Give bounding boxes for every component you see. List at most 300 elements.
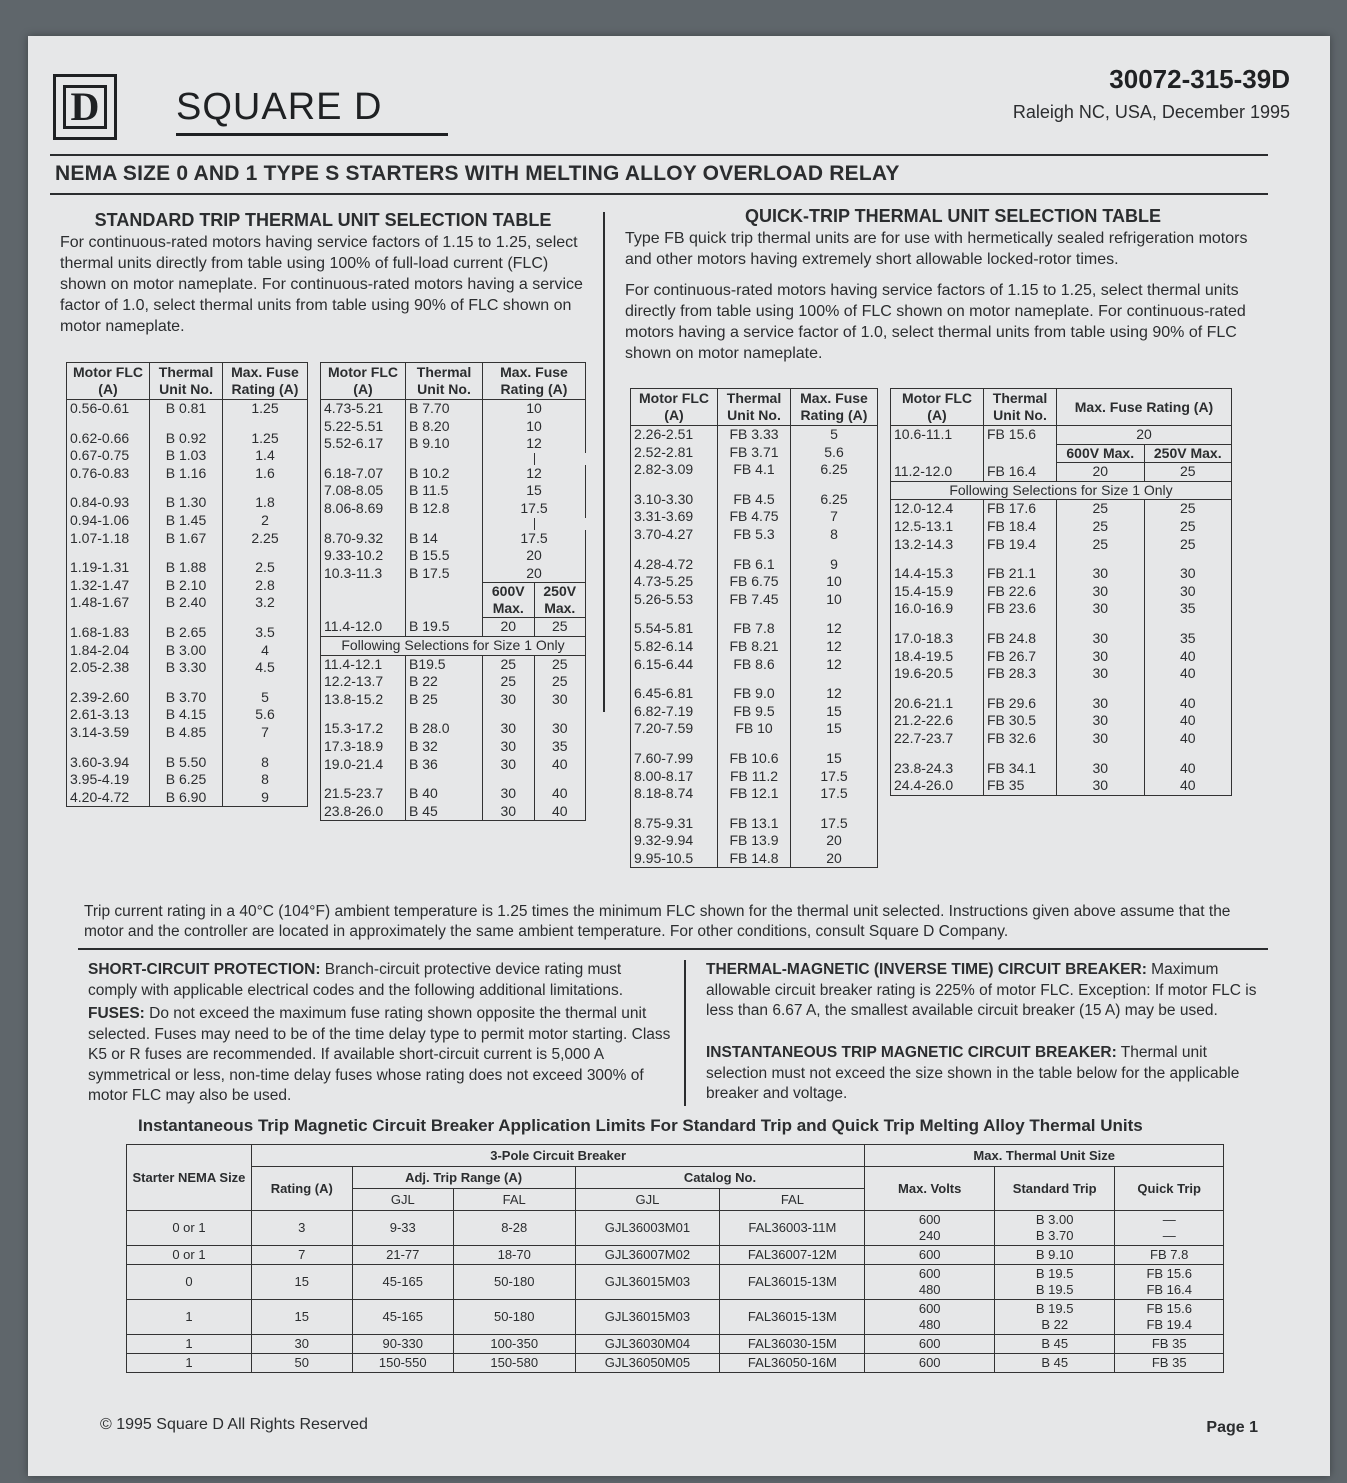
spacer-cell	[1057, 683, 1145, 695]
cell-line: B 19.5	[1035, 1301, 1074, 1316]
table-cell: 18.4-19.5	[891, 648, 984, 666]
table-row	[67, 706, 308, 724]
table-cell: 0.84-0.93	[67, 494, 150, 512]
table-cell: 4	[223, 642, 308, 660]
spacer-cell	[1057, 748, 1145, 760]
table-cell: 5	[223, 689, 308, 707]
table-cell: 4.20-4.72	[67, 789, 150, 807]
cell-line: FB 15.6	[1146, 1301, 1192, 1316]
header-thermal-unit: Thermal Unit No.	[150, 363, 223, 400]
table-row	[127, 1335, 1224, 1354]
table-cell: 19.0-21.4	[321, 756, 406, 774]
table-row	[67, 771, 308, 789]
table-cell: B 0.92	[150, 430, 223, 448]
table-cell: 0	[127, 1265, 252, 1300]
table-cell: B 6.90	[150, 789, 223, 807]
table-row	[891, 444, 1232, 463]
table-cell: 10.3-11.3	[321, 565, 406, 583]
table-cell: 17.5	[483, 500, 586, 518]
table-cell: 35	[1144, 630, 1232, 648]
table-spacer	[67, 742, 308, 754]
table-cell: 40	[534, 785, 586, 803]
table-row	[631, 685, 878, 703]
table-spacer	[891, 683, 1232, 695]
standard-right-rows	[321, 400, 586, 821]
table-cell: 50	[251, 1354, 352, 1373]
document-date: Raleigh NC, USA, December 1995	[1012, 102, 1290, 122]
table-cell: 19.6-20.5	[891, 665, 984, 683]
table-cell: 30	[1057, 565, 1145, 583]
table-cell: B 22	[406, 673, 483, 691]
table-row	[321, 465, 586, 483]
spacer-cell	[223, 482, 308, 494]
spacer-cell	[984, 444, 1057, 463]
header-divider	[50, 154, 1268, 156]
table-cell: 2.25	[223, 530, 308, 548]
note-divider	[78, 948, 1268, 950]
table-cell: B 5.50	[150, 754, 223, 772]
table-row	[631, 444, 878, 462]
cell-line: 600	[918, 1301, 941, 1316]
thermal-magnetic-body: Maximum allowable circuit breaker rating is 225% of motor FLC. Exception: If motor FLC is less than 6.67 A, the smallest available circuit breaker (15 A) may be used.	[706, 961, 1257, 1019]
table-cell: B 12.8	[406, 500, 483, 518]
table-cell: FB 14.8	[718, 850, 791, 868]
spacer-cell	[67, 547, 150, 559]
table-cell: 0.62-0.66	[67, 430, 150, 448]
table-row	[631, 638, 878, 656]
table-cell	[1115, 1354, 1224, 1373]
spacer-cell	[321, 518, 406, 530]
table-cell: 1.19-1.31	[67, 559, 150, 577]
table-cell: 25	[534, 673, 586, 691]
fuses-text	[88, 1004, 673, 1107]
table-spacer	[891, 618, 1232, 630]
table-cell: 4.28-4.72	[631, 556, 718, 574]
table-cell: 8.18-8.74	[631, 785, 718, 803]
table-cell: 30	[483, 738, 535, 756]
table-cell	[994, 1300, 1114, 1335]
table-spacer	[321, 708, 586, 720]
table-cell: 9-33	[352, 1211, 453, 1246]
table-row	[67, 689, 308, 707]
square-d-logo	[53, 74, 117, 140]
spacer-cell	[718, 608, 791, 620]
spacer-cell	[891, 618, 984, 630]
table-row	[631, 832, 878, 850]
table-cell: 8	[791, 526, 878, 544]
quick-trip-instructions: For continuous-rated motors having service factors of 1.15 to 1.25, select thermal units directly from table using 100% of FLC shown on motor nameplate. For continuous-rated motors having a service factor of 1.0, select thermal units from table using 90% of FLC shown on motor nameplate.	[625, 282, 1246, 362]
table-cell: FB 12.1	[718, 785, 791, 803]
table-cell: 10	[791, 591, 878, 609]
table-cell: 13.8-15.2	[321, 691, 406, 709]
table-cell: FB 22.6	[984, 583, 1057, 601]
table-cell: B 10.2	[406, 465, 483, 483]
spacer-cell	[150, 612, 223, 624]
header-thermal-unit: Thermal Unit No.	[718, 389, 791, 426]
table-row	[891, 777, 1232, 795]
table-cell: 12	[791, 638, 878, 656]
table-cell: 15	[791, 720, 878, 738]
table-cell: 6.82-7.19	[631, 703, 718, 721]
table-cell: 17.3-18.9	[321, 738, 406, 756]
spacer-cell	[223, 547, 308, 559]
table-row	[67, 400, 308, 418]
table-cell: FB 13.9	[718, 832, 791, 850]
table-cell	[1115, 1211, 1224, 1246]
table-cell: B 17.5	[406, 565, 483, 583]
table-row	[67, 724, 308, 742]
cell-line: B 3.70	[1035, 1228, 1074, 1243]
spacer-cell	[150, 418, 223, 430]
table-row	[67, 465, 308, 483]
table-cell: 45-165	[352, 1300, 453, 1335]
table-cell: 1.48-1.67	[67, 594, 150, 612]
spacer-cell	[791, 738, 878, 750]
fuses-body: Do not exceed the maximum fuse rating shown opposite the thermal unit selected. Fuses may need to be of the time delay type to permit motor starting. Class K5 or R fuses are recommended. If available short-circuit current is 5,000 A symmetrical or less, non-time delay fuses whose rating does not exceed 300% of motor FLC may also be used.	[88, 1005, 671, 1104]
table-cell: 1.84-2.04	[67, 642, 150, 660]
table-cell: 6.45-6.81	[631, 685, 718, 703]
table-row	[631, 815, 878, 833]
table-cell: 6.25	[791, 491, 878, 509]
cell-line: 600	[918, 1336, 941, 1351]
table-cell: 20	[483, 618, 535, 637]
table-cell: 5	[791, 426, 878, 444]
trip-current-note: Trip current rating in a 40°C (104°F) ambient temperature is 1.25 times the minimum FLC shown for the thermal unit selected. Instructions given above assume that the motor and the controller are located in approximately the same ambient temperature. For other conditions, consult Square D Company.	[84, 903, 1231, 940]
table-cell: 1.07-1.18	[67, 530, 150, 548]
table-cell: FB 30.5	[984, 712, 1057, 730]
table-cell: FB 28.3	[984, 665, 1057, 683]
table-row	[631, 785, 878, 803]
table-spacer	[67, 547, 308, 559]
table-cell: 15.3-17.2	[321, 720, 406, 738]
header-motor-flc: Motor FLC (A)	[67, 363, 150, 400]
spacer-cell	[406, 453, 483, 465]
table-row	[321, 400, 586, 418]
table-row	[67, 512, 308, 530]
table-cell: 12	[483, 435, 586, 453]
table-cell: FB 5.3	[718, 526, 791, 544]
table-cell: FB 6.1	[718, 556, 791, 574]
table-cell: 6.18-7.07	[321, 465, 406, 483]
thermal-magnetic-heading: THERMAL-MAGNETIC (INVERSE TIME) CIRCUIT BREAKER:	[706, 961, 1147, 978]
table-cell: 16.0-16.9	[891, 600, 984, 618]
table-cell: FB 7.45	[718, 591, 791, 609]
table-cell: 23.8-24.3	[891, 760, 984, 778]
table-cell: FB 9.5	[718, 703, 791, 721]
table-cell: 0.76-0.83	[67, 465, 150, 483]
table-spacer	[891, 553, 1232, 565]
spacer-cell	[631, 803, 718, 815]
table-spacer	[891, 748, 1232, 760]
table-row	[321, 785, 586, 803]
standard-left-rows	[67, 400, 308, 807]
table-cell: 30	[1057, 648, 1145, 666]
spacer-cell	[631, 673, 718, 685]
table-cell: FB 7.8	[718, 620, 791, 638]
table-cell: 3.31-3.69	[631, 508, 718, 526]
table-spacer	[631, 673, 878, 685]
table-cell: 600V Max.	[1057, 444, 1145, 463]
table-cell: 8	[223, 771, 308, 789]
document-sheet	[28, 36, 1330, 1476]
standard-trip-title: STANDARD TRIP THERMAL UNIT SELECTION TABLE	[94, 210, 552, 230]
table-row	[631, 703, 878, 721]
table-cell: 7	[791, 508, 878, 526]
table-cell: 2.61-3.13	[67, 706, 150, 724]
table-cell: 1.6	[223, 465, 308, 483]
table-row	[631, 556, 878, 574]
table-row	[321, 583, 586, 618]
spacer-cell	[406, 518, 483, 530]
table-row	[891, 665, 1232, 683]
table-cell: B 1.30	[150, 494, 223, 512]
table-cell: 35	[1144, 600, 1232, 618]
table-cell: 45-165	[352, 1265, 453, 1300]
table-cell: FB 15.6	[984, 426, 1057, 445]
table-cell: 22.7-23.7	[891, 730, 984, 748]
table-cell: 2.8	[223, 577, 308, 595]
table-cell: 2.52-2.81	[631, 444, 718, 462]
header-thermal-unit: Thermal Unit No.	[984, 389, 1057, 426]
table-cell: FB 13.1	[718, 815, 791, 833]
table-cell: FB 8.21	[718, 638, 791, 656]
table-cell	[994, 1265, 1114, 1300]
table-cell: 17.5	[791, 815, 878, 833]
table-cell: B 28.0	[406, 720, 483, 738]
table-cell: FB 9.0	[718, 685, 791, 703]
cell-line: B 19.5	[1035, 1282, 1074, 1297]
table-cell: 0.94-1.06	[67, 512, 150, 530]
table-cell: 250V Max.	[534, 583, 586, 618]
table-row	[631, 573, 878, 591]
spacer-cell	[791, 608, 878, 620]
table-cell: FB 4.75	[718, 508, 791, 526]
spacer-cell	[150, 742, 223, 754]
table-cell: 20	[791, 832, 878, 850]
table-cell	[1115, 1335, 1224, 1354]
table-cell: 600V Max.	[483, 583, 535, 618]
table-spacer	[67, 418, 308, 430]
spacer-cell	[1144, 618, 1232, 630]
table-row	[891, 463, 1232, 482]
table-cell: 7.20-7.59	[631, 720, 718, 738]
table-row	[891, 481, 1232, 500]
table-cell: 30	[483, 720, 535, 738]
table-cell: 15	[251, 1265, 352, 1300]
table-cell: B 32	[406, 738, 483, 756]
table-cell: 30	[1057, 777, 1145, 795]
short-circuit-protection-text	[88, 960, 673, 1001]
table-cell: 15	[791, 703, 878, 721]
table-cell: 1.25	[223, 400, 308, 418]
header-standard-trip: Standard Trip	[994, 1167, 1114, 1211]
table-cell: 15	[791, 750, 878, 768]
table-cell: FAL36007-12M	[720, 1246, 865, 1265]
spacer-cell	[150, 547, 223, 559]
table-cell: 40	[1144, 712, 1232, 730]
table-row	[67, 789, 308, 807]
spacer-cell	[891, 683, 984, 695]
header-motor-flc: Motor FLC (A)	[891, 389, 984, 426]
table-cell: 5.82-6.14	[631, 638, 718, 656]
table-cell: GJL36030M04	[575, 1335, 720, 1354]
cell-line: FB 35	[1151, 1336, 1187, 1351]
limits-table-title: Instantaneous Trip Magnetic Circuit Breaker Application Limits For Standard Trip and Quick Trip Melting Alloy Thermal Units	[138, 1116, 1143, 1135]
table-row	[631, 426, 878, 444]
table-cell: 250V Max.	[1144, 444, 1232, 463]
table-cell: 3	[251, 1211, 352, 1246]
table-row	[891, 600, 1232, 618]
header-max-fuse: Max. Fuse Rating (A)	[483, 363, 586, 400]
table-cell	[1115, 1300, 1224, 1335]
table-cell: 2.5	[223, 559, 308, 577]
table-cell: B 40	[406, 785, 483, 803]
table-cell: 25	[534, 618, 586, 637]
table-row	[891, 583, 1232, 601]
table-cell: FAL36015-13M	[720, 1265, 865, 1300]
table-cell: FB 4.1	[718, 461, 791, 479]
spacer-cell	[718, 803, 791, 815]
table-cell: 5.6	[223, 706, 308, 724]
table-cell: 12	[791, 656, 878, 674]
cell-line: FB 16.4	[1146, 1282, 1192, 1297]
table-cell: GJL36015M03	[575, 1265, 720, 1300]
table-cell: 90-330	[352, 1335, 453, 1354]
table-cell: B 15.5	[406, 547, 483, 565]
table-cell: FB 4.5	[718, 491, 791, 509]
logo-letter: D	[63, 85, 107, 129]
table-row	[67, 559, 308, 577]
spacer-cell	[718, 673, 791, 685]
quick-trip-intro: Type FB quick trip thermal units are for use with hermetically sealed refrigeration motors and other motors having extremely short allowable locked-rotor times.	[625, 230, 1248, 268]
table-cell: 3.10-3.30	[631, 491, 718, 509]
table-spacer	[631, 479, 878, 491]
table-cell: FB 6.75	[718, 573, 791, 591]
spacer-cell	[1144, 748, 1232, 760]
table-cell: 25	[1057, 536, 1145, 554]
table-row	[891, 730, 1232, 748]
table-cell: B 1.67	[150, 530, 223, 548]
table-cell: B19.5	[406, 655, 483, 673]
table-row	[891, 712, 1232, 730]
table-row	[321, 565, 586, 583]
header-max-fuse: Max. Fuse Rating (A)	[791, 389, 878, 426]
spacer-cell	[150, 482, 223, 494]
table-cell: FB 3.71	[718, 444, 791, 462]
table-cell: B 11.5	[406, 482, 483, 500]
table-spacer	[321, 453, 586, 465]
table-cell: B 2.65	[150, 624, 223, 642]
table-cell: FB 10	[718, 720, 791, 738]
table-cell: 30	[1057, 695, 1145, 713]
table-row	[631, 768, 878, 786]
table-cell: 20	[791, 850, 878, 868]
header-max-fuse: Max. Fuse Rating (A)	[1057, 389, 1232, 426]
table-cell: FB 10.6	[718, 750, 791, 768]
short-circuit-heading: SHORT-CIRCUIT PROTECTION:	[88, 961, 321, 978]
table-row	[891, 695, 1232, 713]
table-cell: 10	[483, 400, 586, 418]
spacer-cell	[631, 544, 718, 556]
spacer-cell	[984, 683, 1057, 695]
table-cell: 30	[1057, 630, 1145, 648]
table-cell: 3.70-4.27	[631, 526, 718, 544]
table-cell: 21.5-23.7	[321, 785, 406, 803]
instantaneous-trip-body: Thermal unit selection must not exceed the size shown in the table below for the applicable breaker and voltage.	[706, 1044, 1240, 1102]
standard-trip-table-right	[320, 362, 586, 821]
spacer-cell	[150, 677, 223, 689]
spacer-cell	[321, 708, 406, 720]
table-cell: 2	[223, 512, 308, 530]
table-row	[631, 750, 878, 768]
table-cell: GJL36050M05	[575, 1354, 720, 1373]
table-cell: FAL36030-15M	[720, 1335, 865, 1354]
table-row	[631, 720, 878, 738]
table-row	[127, 1354, 1224, 1373]
table-cell: 0 or 1	[127, 1246, 252, 1265]
table-row	[67, 530, 308, 548]
table-cell: 8	[223, 754, 308, 772]
cell-line: 600	[918, 1212, 941, 1227]
table-row	[891, 500, 1232, 518]
table-cell: 20	[483, 565, 586, 583]
table-cell: 40	[1144, 730, 1232, 748]
table-cell: 1.25	[223, 430, 308, 448]
table-cell: 12.5-13.1	[891, 518, 984, 536]
table-cell: 5.22-5.51	[321, 418, 406, 436]
table-cell: 40	[1144, 760, 1232, 778]
table-cell: 14.4-15.3	[891, 565, 984, 583]
table-cell: B 4.85	[150, 724, 223, 742]
table-cell: GJL36007M02	[575, 1246, 720, 1265]
header-adj-gjl: GJL	[352, 1189, 453, 1211]
table-cell: 3.95-4.19	[67, 771, 150, 789]
spacer-cell	[791, 803, 878, 815]
table-spacer	[321, 773, 586, 785]
table-row	[321, 738, 586, 756]
copyright: © 1995 Square D All Rights Reserved	[100, 1416, 368, 1433]
spacer-cell	[984, 748, 1057, 760]
table-row	[127, 1246, 1224, 1265]
table-cell: 21-77	[352, 1246, 453, 1265]
cell-line: 240	[918, 1228, 941, 1243]
table-cell: 30	[483, 785, 535, 803]
header-max-fuse: Max. Fuse Rating (A)	[223, 363, 308, 400]
table-row	[321, 418, 586, 436]
table-cell: 3.5	[223, 624, 308, 642]
table-row	[321, 756, 586, 774]
table-cell: 8-28	[453, 1211, 575, 1246]
header-max-volts: Max. Volts	[865, 1167, 995, 1211]
spacer-cell	[718, 479, 791, 491]
table-cell: 2.26-2.51	[631, 426, 718, 444]
table-cell: B 3.70	[150, 689, 223, 707]
table-cell: 9.95-10.5	[631, 850, 718, 868]
table-spacer	[631, 738, 878, 750]
table-cell	[865, 1246, 995, 1265]
table-cell: 5.52-6.17	[321, 435, 406, 453]
spacer-cell	[984, 618, 1057, 630]
table-cell: 1.4	[223, 447, 308, 465]
spacer-cell	[483, 708, 535, 720]
instantaneous-trip-text	[706, 1043, 1272, 1105]
table-cell: 50-180	[453, 1300, 575, 1335]
table-row	[891, 426, 1232, 445]
table-cell: FB 3.33	[718, 426, 791, 444]
table-cell: 150-550	[352, 1354, 453, 1373]
brand-name: SQUARE D	[176, 86, 383, 128]
spacer-cell	[791, 544, 878, 556]
